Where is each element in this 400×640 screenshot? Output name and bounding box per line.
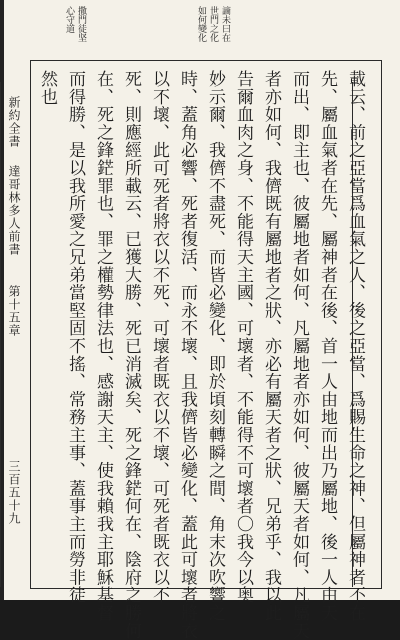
text-column: 時、蓋角必響、死者復活、而永不壞、且我儕皆必變化、蓋此可壞者將衣 — [177, 70, 197, 640]
text-column: 妙示爾、我儕不盡死、而皆必變化、即於頃刻轉瞬之間、角末次吹響之 — [205, 70, 225, 622]
text-column: 以不壞、此可死者將衣以不死、可壞者既衣以不壞、可死者既衣以不 — [149, 70, 169, 604]
margin-note: 如何變化 — [196, 6, 206, 42]
text-column: 者亦如何、我儕既有屬地者之狀、亦必有屬天者之狀、兄弟乎、我以此 — [261, 70, 281, 622]
text-column: 而出、即主也、彼屬地者如何、凡屬地者亦如何、彼屬天者如何、凡屬天 — [289, 70, 309, 640]
text-column: 而得勝、是以我所愛之兄弟當堅固不搖、常務主事、蓋事主而勞非徒 — [65, 70, 85, 604]
folio-number: 三百五十九 — [7, 460, 21, 525]
margin-note: 撒門徒坚 — [76, 6, 86, 42]
text-column: 載云、前之亞當爲血氣之人、後之亞當、爲賜生命之神、但屬神者不在 — [345, 70, 365, 622]
text-column: 在、死之鋒鋩罪也、罪之權勢律法也、感謝天主、使我賴我主耶穌基督 — [93, 70, 113, 622]
chapter-label: 第十五章 — [7, 285, 21, 337]
margin-note: 世門之化 — [208, 6, 218, 42]
text-column: 先、屬血氣者在先、屬神者在後、首一人由地而出乃屬地、後一人由天 — [317, 70, 337, 622]
epistle-title: 達哥林多人前書 — [7, 165, 21, 256]
left-rule — [0, 82, 1, 587]
book-title-text: 新約全書 — [7, 96, 21, 148]
margin-note: 謫未曰在 — [220, 6, 230, 42]
margin-note: 心守道 — [64, 6, 74, 33]
text-column: 然也 — [37, 70, 57, 106]
text-column: 死、則應經所載云、已獲大勝、死已消滅矣、死之鋒鋩何在、陰府之勝何 — [121, 70, 141, 640]
text-column: 告爾血肉之身、不能得天主國、可壞者、不能得不可壞者〇我今以奥 — [233, 70, 253, 604]
